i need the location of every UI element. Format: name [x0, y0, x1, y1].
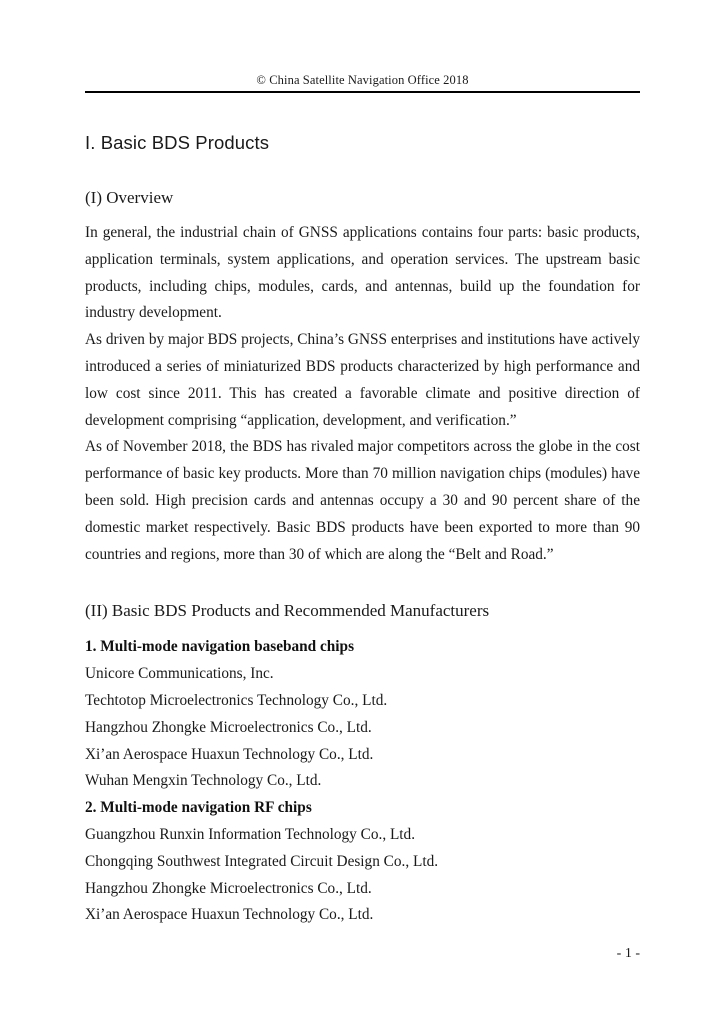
page-running-header	[85, 72, 640, 93]
list-item: Unicore Communications, Inc.	[85, 665, 274, 683]
section-heading-manufacturers: (II) Basic BDS Products and Recommended Manufacturers	[85, 601, 490, 621]
chapter-title: I. Basic BDS Products	[85, 132, 270, 153]
list-item: Wuhan Mengxin Technology Co., Ltd.	[85, 772, 322, 790]
page-number: - 1 -	[616, 946, 640, 961]
header-divider-rule	[85, 91, 640, 93]
list-item: Xi’an Aerospace Huaxun Technology Co., Ltd.	[85, 906, 374, 924]
subsection-heading-baseband-chips: 1. Multi-mode navigation baseband chips	[85, 638, 355, 656]
overview-paragraph-3: As of November 2018, the BDS has rivaled major competitors across the globe in the cost performance of basic key products. More than 70 million navigation chips (modules) have been sold. High precision cards and antennas occupy a 30 and 90 percent share of the domestic market respectively. Basic BDS products have been exported to more than 90 countries and regions, more than 30 of which are along the “Belt and Road.”	[85, 438, 640, 563]
document-content	[85, 130, 640, 929]
overview-paragraph-1: In general, the industrial chain of GNSS applications contains four parts: basic products, application terminals, system applications, and operation services. The upstream basic products, including chips, modules, cards, and antennas, build up the foundation for industry development.	[85, 224, 640, 322]
page-footer	[85, 944, 640, 963]
manufacturer-group-1	[85, 634, 640, 795]
list-item: Xi’an Aerospace Huaxun Technology Co., Ltd.	[85, 745, 374, 763]
list-item: Techtotop Microelectronics Technology Co., Ltd.	[85, 691, 388, 709]
section-heading-overview: (I) Overview	[85, 188, 174, 207]
list-item: Guangzhou Runxin Information Technology Co., Ltd.	[85, 825, 416, 843]
overview-paragraph-2: As driven by major BDS projects, China’s GNSS enterprises and institutions have actively introduced a series of miniaturized BDS products characterized by high performance and low cost since 2011. This has created a favorable climate and positive direction of development comprising “application, development, and verification.”	[85, 331, 640, 429]
subsection-heading-rf-chips: 2. Multi-mode navigation RF chips	[85, 799, 312, 817]
manufacturer-group-2	[85, 795, 640, 929]
list-item: Chongqing Southwest Integrated Circuit Design Co., Ltd.	[85, 852, 439, 870]
list-item: Hangzhou Zhongke Microelectronics Co., Ltd.	[85, 879, 372, 897]
copyright-notice: © China Satellite Navigation Office 2018	[256, 73, 469, 87]
list-item: Hangzhou Zhongke Microelectronics Co., Ltd.	[85, 718, 372, 736]
